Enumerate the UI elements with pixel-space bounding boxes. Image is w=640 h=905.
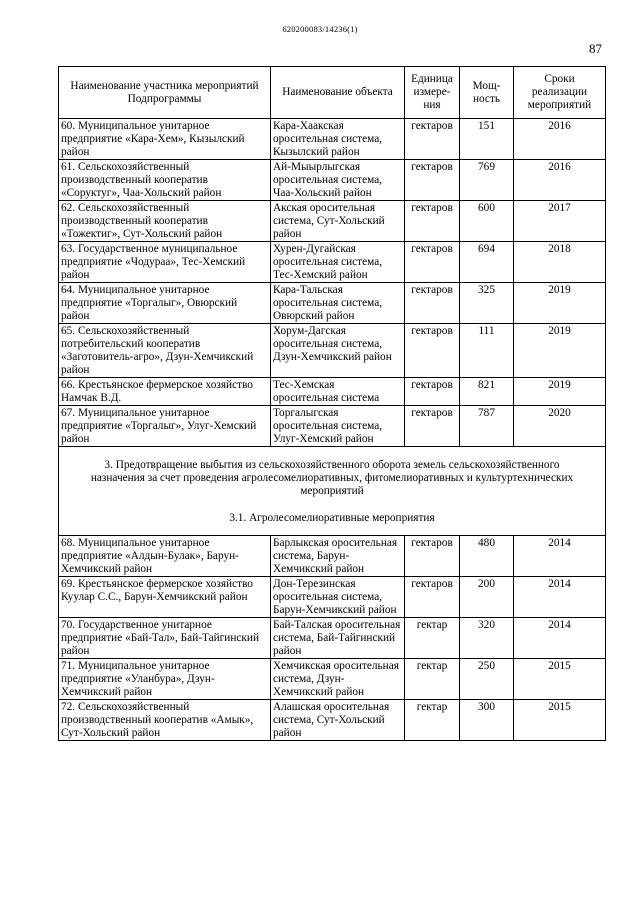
table-row bbox=[59, 283, 606, 324]
participant-cell: 67. Муниципальное унитарное предприятие «Торгалыг», Улуг-Хемский район bbox=[59, 406, 271, 447]
object-cell: Кара-Тальская оросительная система, Овюрский район bbox=[271, 283, 405, 324]
participant-cell: 70. Государственное унитарное предприятие «Бай-Тал», Бай-Тайгинский район bbox=[59, 618, 271, 659]
section-block bbox=[59, 447, 606, 536]
program-table bbox=[58, 66, 606, 741]
section-row bbox=[59, 447, 606, 536]
capacity-cell: 200 bbox=[460, 577, 514, 618]
table-body-second bbox=[59, 536, 606, 741]
table-row bbox=[59, 618, 606, 659]
table-row bbox=[59, 242, 606, 283]
unit-cell: гектаров bbox=[405, 406, 460, 447]
unit-cell: гектаров bbox=[405, 242, 460, 283]
table-row bbox=[59, 160, 606, 201]
object-cell: Кара-Хаакская оросительная система, Кызылский район bbox=[271, 119, 405, 160]
participant-cell: 71. Муниципальное унитарное предприятие «Уланбура», Дзун-Хемчикский район bbox=[59, 659, 271, 700]
header-object: Наименование объекта bbox=[271, 67, 405, 119]
participant-cell: 72. Сельскохозяйственный производственный кооператив «Амык», Сут-Хольский район bbox=[59, 700, 271, 741]
year-cell: 2014 bbox=[514, 577, 606, 618]
header-capacity: Мощ-ность bbox=[460, 67, 514, 119]
table-row bbox=[59, 406, 606, 447]
year-cell: 2019 bbox=[514, 283, 606, 324]
year-cell: 2017 bbox=[514, 201, 606, 242]
object-cell: Ай-Мыырлыгская оросительная система, Чаа-Хольский район bbox=[271, 160, 405, 201]
unit-cell: гектаров bbox=[405, 536, 460, 577]
year-cell: 2015 bbox=[514, 700, 606, 741]
year-cell: 2016 bbox=[514, 160, 606, 201]
unit-cell: гектаров bbox=[405, 324, 460, 378]
unit-cell: гектаров bbox=[405, 119, 460, 160]
participant-cell: 64. Муниципальное унитарное предприятие «Торгалыг», Овюрский район bbox=[59, 283, 271, 324]
year-cell: 2015 bbox=[514, 659, 606, 700]
unit-cell: гектаров bbox=[405, 160, 460, 201]
participant-cell: 65. Сельскохозяйственный потребительский кооператив «Заготовитель-агро», Дзун-Хемчикский район bbox=[59, 324, 271, 378]
table-row bbox=[59, 536, 606, 577]
capacity-cell: 111 bbox=[460, 324, 514, 378]
unit-cell: гектаров bbox=[405, 201, 460, 242]
unit-cell: гектар bbox=[405, 700, 460, 741]
capacity-cell: 787 bbox=[460, 406, 514, 447]
year-cell: 2018 bbox=[514, 242, 606, 283]
object-cell: Хурен-Дугайская оросительная система, Тес-Хемский район bbox=[271, 242, 405, 283]
object-cell: Барлыкская оросительная система, Барун-Хемчикский район bbox=[271, 536, 405, 577]
year-cell: 2019 bbox=[514, 378, 606, 406]
participant-cell: 60. Муниципальное унитарное предприятие «Кара-Хем», Кызылский район bbox=[59, 119, 271, 160]
participant-cell: 63. Государственное муниципальное предприятие «Чодураа», Тес-Хемский район bbox=[59, 242, 271, 283]
header-participant: Наименование участника мероприятий Подпрограммы bbox=[59, 67, 271, 119]
section-title: 3. Предотвращение выбытия из сельскохозяйственного оборота земель сельскохозяйственного назначения за счет проведения агролесомелиоративных, фитомелиоративных и культуртехнических мероприятий bbox=[90, 459, 574, 497]
table-row bbox=[59, 700, 606, 741]
year-cell: 2016 bbox=[514, 119, 606, 160]
document-number: 620200083/14236(1) bbox=[282, 24, 358, 34]
capacity-cell: 250 bbox=[460, 659, 514, 700]
object-cell: Хорум-Дагская оросительная система, Дзун-Хемчикский район bbox=[271, 324, 405, 378]
capacity-cell: 300 bbox=[460, 700, 514, 741]
table-row bbox=[59, 577, 606, 618]
capacity-cell: 821 bbox=[460, 378, 514, 406]
table-header-row bbox=[59, 67, 606, 119]
table-row bbox=[59, 119, 606, 160]
object-cell: Торгалыгская оросительная система, Улуг-Хемский район bbox=[271, 406, 405, 447]
capacity-cell: 694 bbox=[460, 242, 514, 283]
unit-cell: гектар bbox=[405, 659, 460, 700]
year-cell: 2014 bbox=[514, 536, 606, 577]
object-cell: Тес-Хемская оросительная система bbox=[271, 378, 405, 406]
capacity-cell: 600 bbox=[460, 201, 514, 242]
object-cell: Хемчикская оросительная система, Дзун-Хемчикский район bbox=[271, 659, 405, 700]
participant-cell: 66. Крестьянское фермерское хозяйство Намчак В.Д. bbox=[59, 378, 271, 406]
capacity-cell: 320 bbox=[460, 618, 514, 659]
participant-cell: 69. Крестьянское фермерское хозяйство Куулар С.С., Барун-Хемчикский район bbox=[59, 577, 271, 618]
object-cell: Дон-Терезинская оросительная система, Барун-Хемчикский район bbox=[271, 577, 405, 618]
table-row bbox=[59, 324, 606, 378]
unit-cell: гектаров bbox=[405, 378, 460, 406]
participant-cell: 68. Муниципальное унитарное предприятие «Алдын-Булак», Барун-Хемчикский район bbox=[59, 536, 271, 577]
unit-cell: гектар bbox=[405, 618, 460, 659]
object-cell: Акская оросительная система, Сут-Хольский район bbox=[271, 201, 405, 242]
year-cell: 2014 bbox=[514, 618, 606, 659]
capacity-cell: 769 bbox=[460, 160, 514, 201]
participant-cell: 62. Сельскохозяйственный производственный кооператив «Тожектиг», Сут-Хольский район bbox=[59, 201, 271, 242]
table-row bbox=[59, 201, 606, 242]
table-row bbox=[59, 659, 606, 700]
capacity-cell: 480 bbox=[460, 536, 514, 577]
header-unit: Единица измере-ния bbox=[405, 67, 460, 119]
table-row bbox=[59, 378, 606, 406]
object-cell: Бай-Талская оросительная система, Бай-Тайгинский район bbox=[271, 618, 405, 659]
table-body-first bbox=[59, 119, 606, 447]
capacity-cell: 325 bbox=[460, 283, 514, 324]
page-number: 87 bbox=[589, 41, 602, 56]
unit-cell: гектаров bbox=[405, 577, 460, 618]
section-cell bbox=[59, 447, 606, 536]
unit-cell: гектаров bbox=[405, 283, 460, 324]
section-subtitle: 3.1. Агролесомелиоративные мероприятия bbox=[229, 512, 435, 524]
participant-cell: 61. Сельскохозяйственный производственный кооператив «Соруктуг», Чаа-Хольский район bbox=[59, 160, 271, 201]
year-cell: 2020 bbox=[514, 406, 606, 447]
capacity-cell: 151 bbox=[460, 119, 514, 160]
header-deadline: Сроки реализации мероприятий bbox=[514, 67, 606, 119]
year-cell: 2019 bbox=[514, 324, 606, 378]
object-cell: Алашская оросительная система, Сут-Хольский район bbox=[271, 700, 405, 741]
